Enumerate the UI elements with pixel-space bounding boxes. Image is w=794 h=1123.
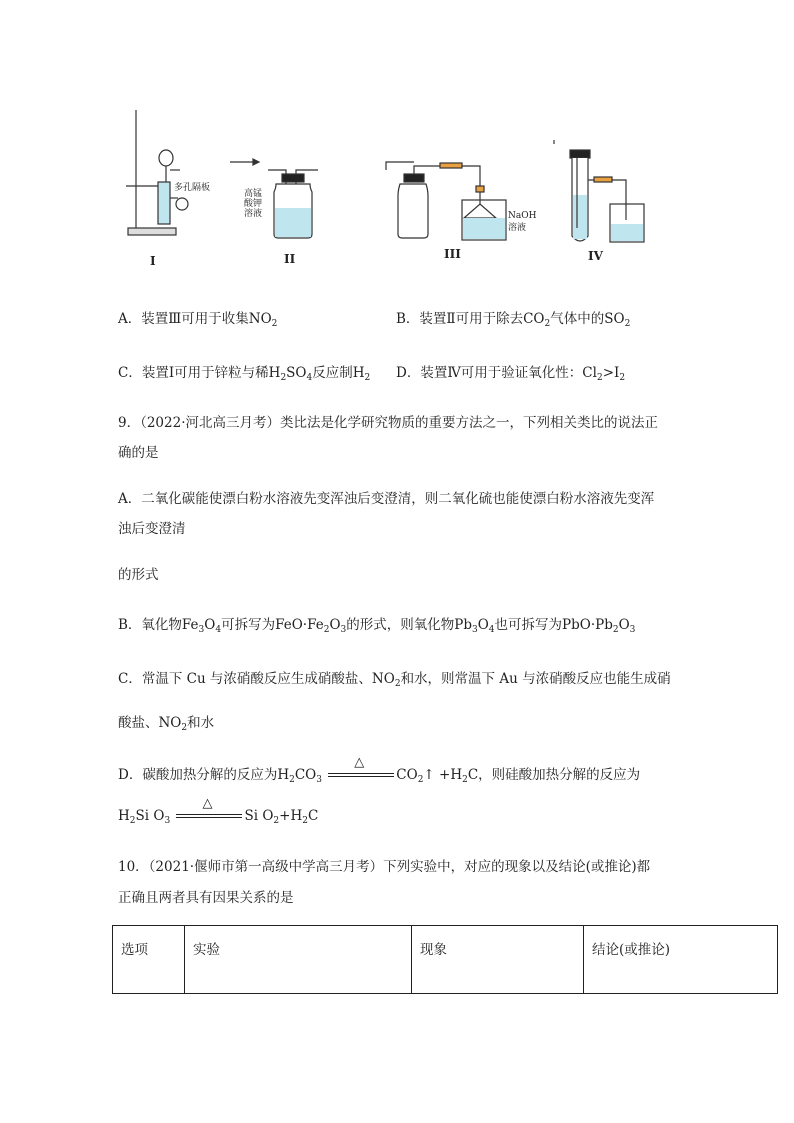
q10-stem-line1: 10．（2021·偃师市第一高级中学高三月考）下列实验中，对应的现象以及结论(或推论)都 xyxy=(118,859,651,875)
q9-option-c-line1: C．常温下 Cu 与浓硝酸反应生成硝酸盐、$NO_2$和水，则常温下 Au 与浓硝酸反应也能生成硝 xyxy=(118,671,671,689)
fig2-note-2: 酸钾 xyxy=(244,199,263,209)
q9-stem-line1: 9．（2022·河北高三月考）类比法是化学研究物质的重要方法之一，下列相关类比的说法正 xyxy=(118,415,658,431)
q9-option-a-line3: 的形式 xyxy=(118,567,159,583)
fig2-note-1: 高锰 xyxy=(244,189,263,199)
q9-option-d-line2: $H_2Si$ $O_3$ △ Si $O_2+H_2C$ xyxy=(118,796,319,826)
fig3-note-1: NaOH xyxy=(508,211,537,221)
fig1-note: 多孔隔板 xyxy=(174,183,211,193)
fig2-note-3: 溶液 xyxy=(244,209,263,219)
header-experiment: 实验 xyxy=(185,926,412,994)
apparatus-1 xyxy=(126,110,188,235)
header-conclusion: 结论(或推论) xyxy=(584,926,778,994)
header-option: 选项 xyxy=(113,926,185,994)
apparatus-4 xyxy=(554,140,644,242)
apparatus-figure xyxy=(118,100,678,270)
q8-option-d: D．装置Ⅳ可用于验证氧化性：$Cl_2>I_2$ xyxy=(396,365,626,383)
table-header-row xyxy=(113,926,778,994)
q8-option-a: A．装置Ⅲ可用于收集$NO_2$ xyxy=(118,311,278,329)
q9-option-a-line2: 浊后变澄清 xyxy=(118,521,186,537)
q10-stem-line2: 正确且两者具有因果关系的是 xyxy=(118,890,294,906)
q9-option-b: B．氧化物$Fe_3O_4$可拆写为$FeO\cdot Fe_2O_3$的形式，则氧化物$Pb_3O_4$也可拆写为$PbO\cdot Pb_2O_3$ xyxy=(118,617,636,635)
q10-table xyxy=(112,925,778,994)
q9-option-c-line2: 酸盐、$NO_2$和水 xyxy=(118,715,215,733)
fig-label-3: III xyxy=(444,247,461,261)
q8-option-c: C．装置Ⅰ可用于锌粒与稀$H_2SO_4$反应制$H_2$ xyxy=(118,365,371,383)
q8-option-b: B．装置Ⅱ可用于除去$CO_2$气体中的$SO_2$ xyxy=(396,311,631,329)
fig3-note-2: 溶液 xyxy=(508,223,527,233)
q9-stem-line2: 确的是 xyxy=(118,445,159,461)
fig-label-2: II xyxy=(284,252,296,266)
reaction-arrow-2: △ xyxy=(174,806,244,826)
fig-label-4: IV xyxy=(588,249,603,263)
apparatus-3 xyxy=(386,162,506,240)
q9-option-d-line1: D．碳酸加热分解的反应为$H_2CO_3$ △ $CO_2↑ +H_2C$，则硅酸加热分解的反应为 xyxy=(118,755,641,785)
reaction-arrow-1: △ xyxy=(326,765,396,785)
fig-label-1: I xyxy=(150,254,156,268)
header-phenomenon: 现象 xyxy=(412,926,584,994)
q9-option-a-line1: A．二氧化碳能使漂白粉水溶液先变浑浊后变澄清，则二氧化硫也能使漂白粉水溶液先变浑 xyxy=(118,491,655,507)
